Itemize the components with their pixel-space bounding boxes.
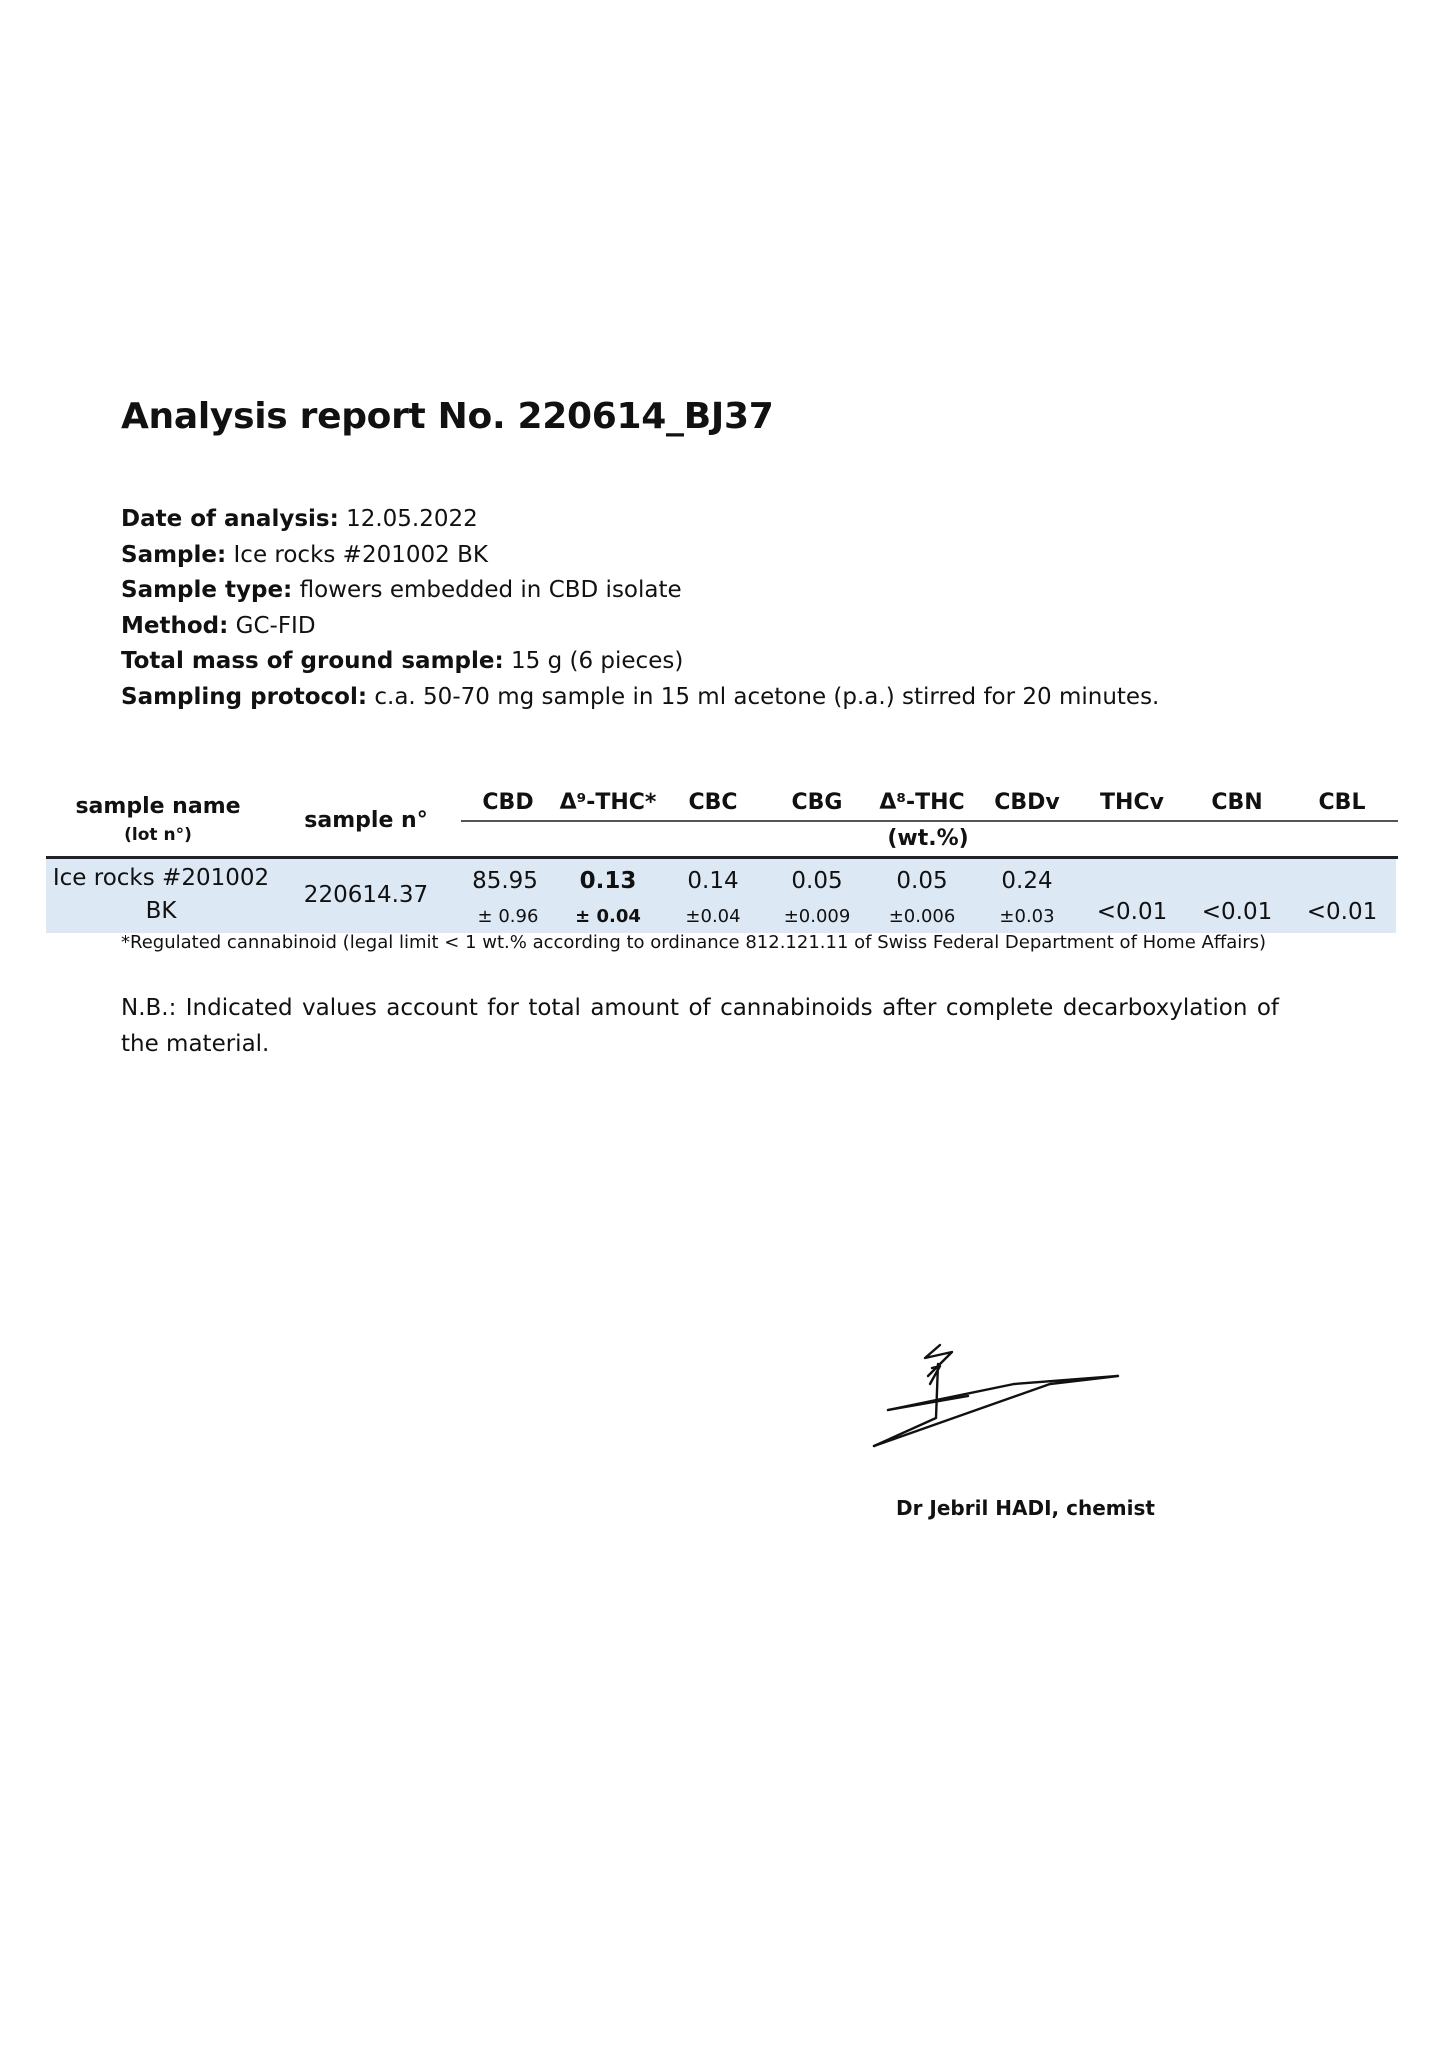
value-cbn: <0.01 bbox=[1201, 899, 1273, 925]
regulation-footnote: *Regulated cannabinoid (legal limit < 1 wt.% according to ordinance 812.121.11 of Swiss Federal Department of Home Affairs) bbox=[121, 932, 1267, 953]
uncertainty-cbc: ±0.04 bbox=[685, 906, 741, 927]
sample-name-line1: Ice rocks #201002 bbox=[52, 865, 270, 891]
value-cbg: 0.05 bbox=[791, 868, 843, 894]
col-header-cbg: CBG bbox=[791, 790, 843, 815]
meta-sampling-protocol: Sampling protocol: c.a. 50-70 mg sample in 15 ml acetone (p.a.) stirred for 20 minutes. bbox=[121, 683, 1160, 710]
meta-method: Method: GC-FID bbox=[121, 612, 316, 639]
report-title: Analysis report No. 220614_BJ37 bbox=[121, 396, 774, 437]
value-d8-thc: 0.05 bbox=[896, 868, 948, 894]
col-header-sample-name: sample name bbox=[75, 794, 241, 819]
col-header-cbdv: CBDv bbox=[994, 790, 1060, 815]
uncertainty-cbg: ±0.009 bbox=[783, 906, 851, 927]
sample-number: 220614.37 bbox=[303, 882, 429, 908]
value-thcv: <0.01 bbox=[1096, 899, 1168, 925]
col-header-d9-thc: Δ⁹-THC* bbox=[559, 790, 657, 815]
col-header-lot: (lot n°) bbox=[124, 825, 192, 845]
meta-sample-type: Sample type: flowers embedded in CBD isolate bbox=[121, 577, 682, 603]
col-header-thcv: THCv bbox=[1100, 790, 1164, 815]
signature-image bbox=[870, 1340, 1130, 1460]
uncertainty-d8-thc: ±0.006 bbox=[888, 906, 956, 927]
uncertainty-d9-thc: ± 0.04 bbox=[575, 906, 641, 927]
sample-name-line2: BK bbox=[145, 898, 177, 924]
header-bottom-rule bbox=[46, 856, 1398, 859]
value-cbl: <0.01 bbox=[1306, 899, 1378, 925]
col-header-cbc: CBC bbox=[688, 790, 738, 815]
meta-sample: Sample: Ice rocks #201002 BK bbox=[121, 541, 488, 568]
unit-label: (wt.%) bbox=[887, 826, 969, 851]
uncertainty-cbdv: ±0.03 bbox=[999, 906, 1055, 927]
header-divider bbox=[461, 820, 1398, 822]
col-header-sample-no: sample n° bbox=[304, 808, 428, 833]
col-header-cbl: CBL bbox=[1318, 790, 1366, 815]
value-cbc: 0.14 bbox=[687, 868, 739, 894]
col-header-d8-thc: Δ⁸-THC bbox=[879, 790, 965, 815]
col-header-cbd: CBD bbox=[482, 790, 534, 815]
analysis-metadata bbox=[121, 502, 1159, 715]
value-d9-thc: 0.13 bbox=[579, 868, 637, 894]
col-header-cbn: CBN bbox=[1211, 790, 1263, 815]
signer-name: Dr Jebril HADI, chemist bbox=[896, 1496, 1155, 1520]
meta-date: Date of analysis: 12.05.2022 bbox=[121, 506, 478, 532]
uncertainty-cbd: ± 0.96 bbox=[477, 906, 539, 927]
meta-total-mass: Total mass of ground sample: 15 g (6 pieces) bbox=[121, 648, 684, 674]
value-cbd: 85.95 bbox=[472, 868, 538, 894]
value-cbdv: 0.24 bbox=[1001, 868, 1053, 894]
decarboxylation-note: N.B.: Indicated values account for total amount of cannabinoids after complete decarboxylation of the material. bbox=[121, 995, 1279, 1057]
